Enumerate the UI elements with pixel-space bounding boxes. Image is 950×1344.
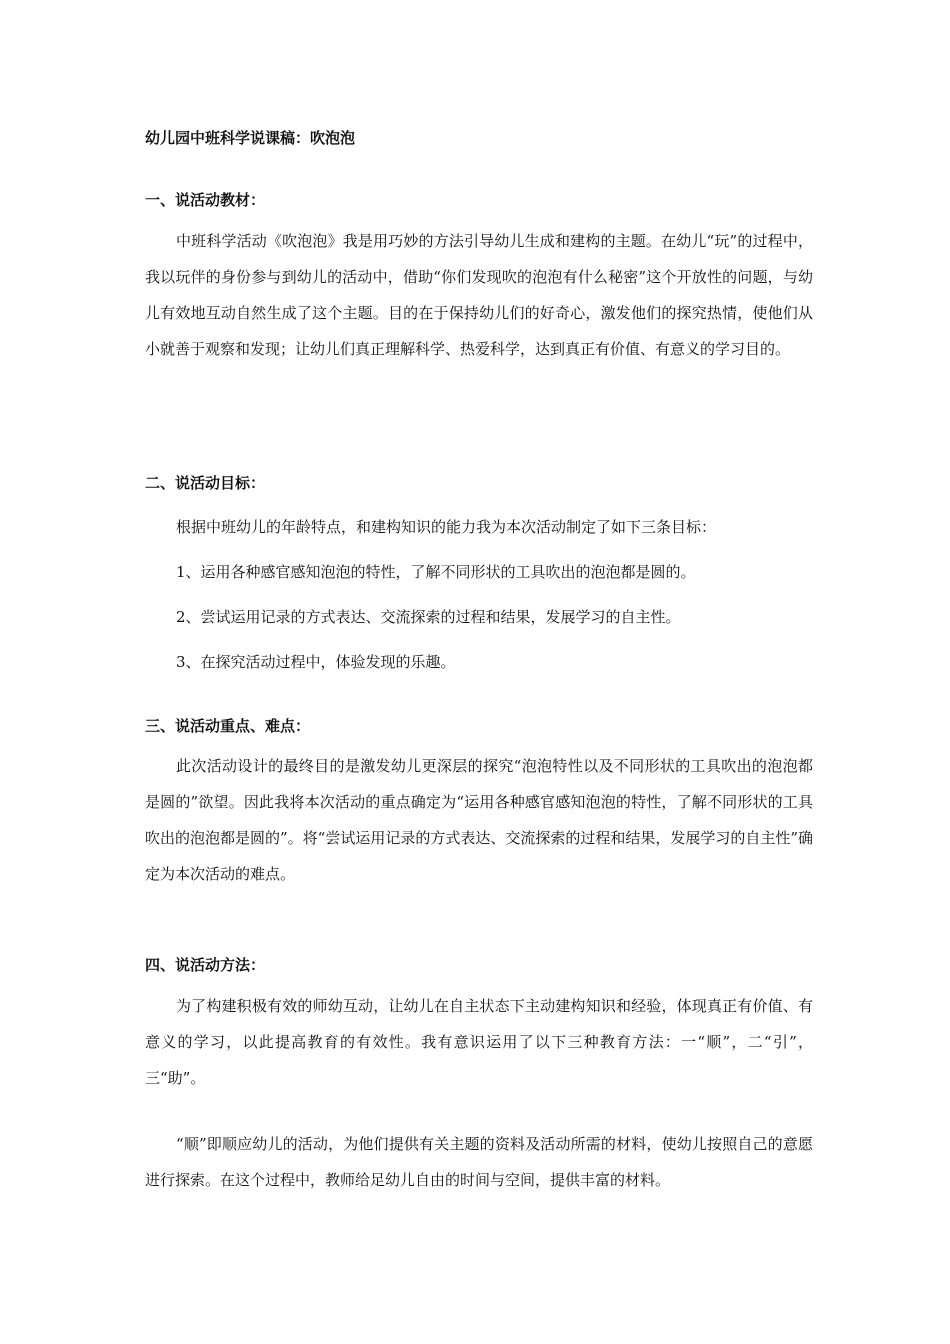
goal-item-3: 3、在探究活动过程中，体验发现的乐趣。 <box>176 653 456 671</box>
section-heading-goals: 二、说活动目标： <box>145 474 266 492</box>
goal-item-2: 2、尝试运用记录的方式表达、交流探索的过程和结果，发展学习的自主性。 <box>176 608 681 626</box>
section-paragraph-methods-shun: “顺”即顺应幼儿的活动，为他们提供有关主题的资料及活动所需的材料，使幼儿按照自己的意愿进行探索。在这个过程中，教师给足幼儿自由的时间与空间，提供丰富的材料。 <box>145 1135 813 1189</box>
section-paragraph-keypoints: 此次活动设计的最终目的是激发幼儿更深层的探究“泡泡特性以及不同形状的工具吹出的泡泡都是圆的”欲望。因此我将本次活动的重点确定为“运用各种感官感知泡泡的特性，了解不同形状的工具吹出的泡泡都是圆的”。将“尝试运用记录的方式表达、交流探索的过程和结果，发展学习的自主性”确定为本次活动的难点。 <box>145 757 814 883</box>
section-heading-keypoints: 三、说活动重点、难点： <box>145 717 311 735</box>
section-heading-materials: 一、说活动教材： <box>145 191 266 209</box>
section-paragraph-materials: 中班科学活动《吹泡泡》我是用巧妙的方法引导幼儿生成和建构的主题。在幼儿“玩”的过程中，我以玩伴的身份参与到幼儿的活动中，借助“你们发现吹的泡泡有什么秘密”这个开放性的问题，与幼儿有效地互动自然生成了这个主题。目的在于保持幼儿们的好奇心，激发他们的探究热情，使他们从小就善于观察和发现；让幼儿们真正理解科学、热爱科学，达到真正有价值、有意义的学习目的。 <box>145 232 813 358</box>
section-heading-methods: 四、说活动方法： <box>145 956 266 974</box>
goals-intro: 根据中班幼儿的年龄特点，和建构知识的能力我为本次活动制定了如下三条目标： <box>176 518 717 536</box>
document-title: 幼儿园中班科学说课稿：吹泡泡 <box>145 129 356 147</box>
goal-item-1: 1、运用各种感官感知泡泡的特性，了解不同形状的工具吹出的泡泡都是圆的。 <box>176 563 696 581</box>
section-paragraph-methods: 为了构建积极有效的师幼互动，让幼儿在自主状态下主动建构知识和经验，体现真正有价值、有意义的学习，以此提高教育的有效性。我有意识运用了以下三种教育方法：一“顺”，二“引”，三“助”。 <box>145 997 813 1087</box>
